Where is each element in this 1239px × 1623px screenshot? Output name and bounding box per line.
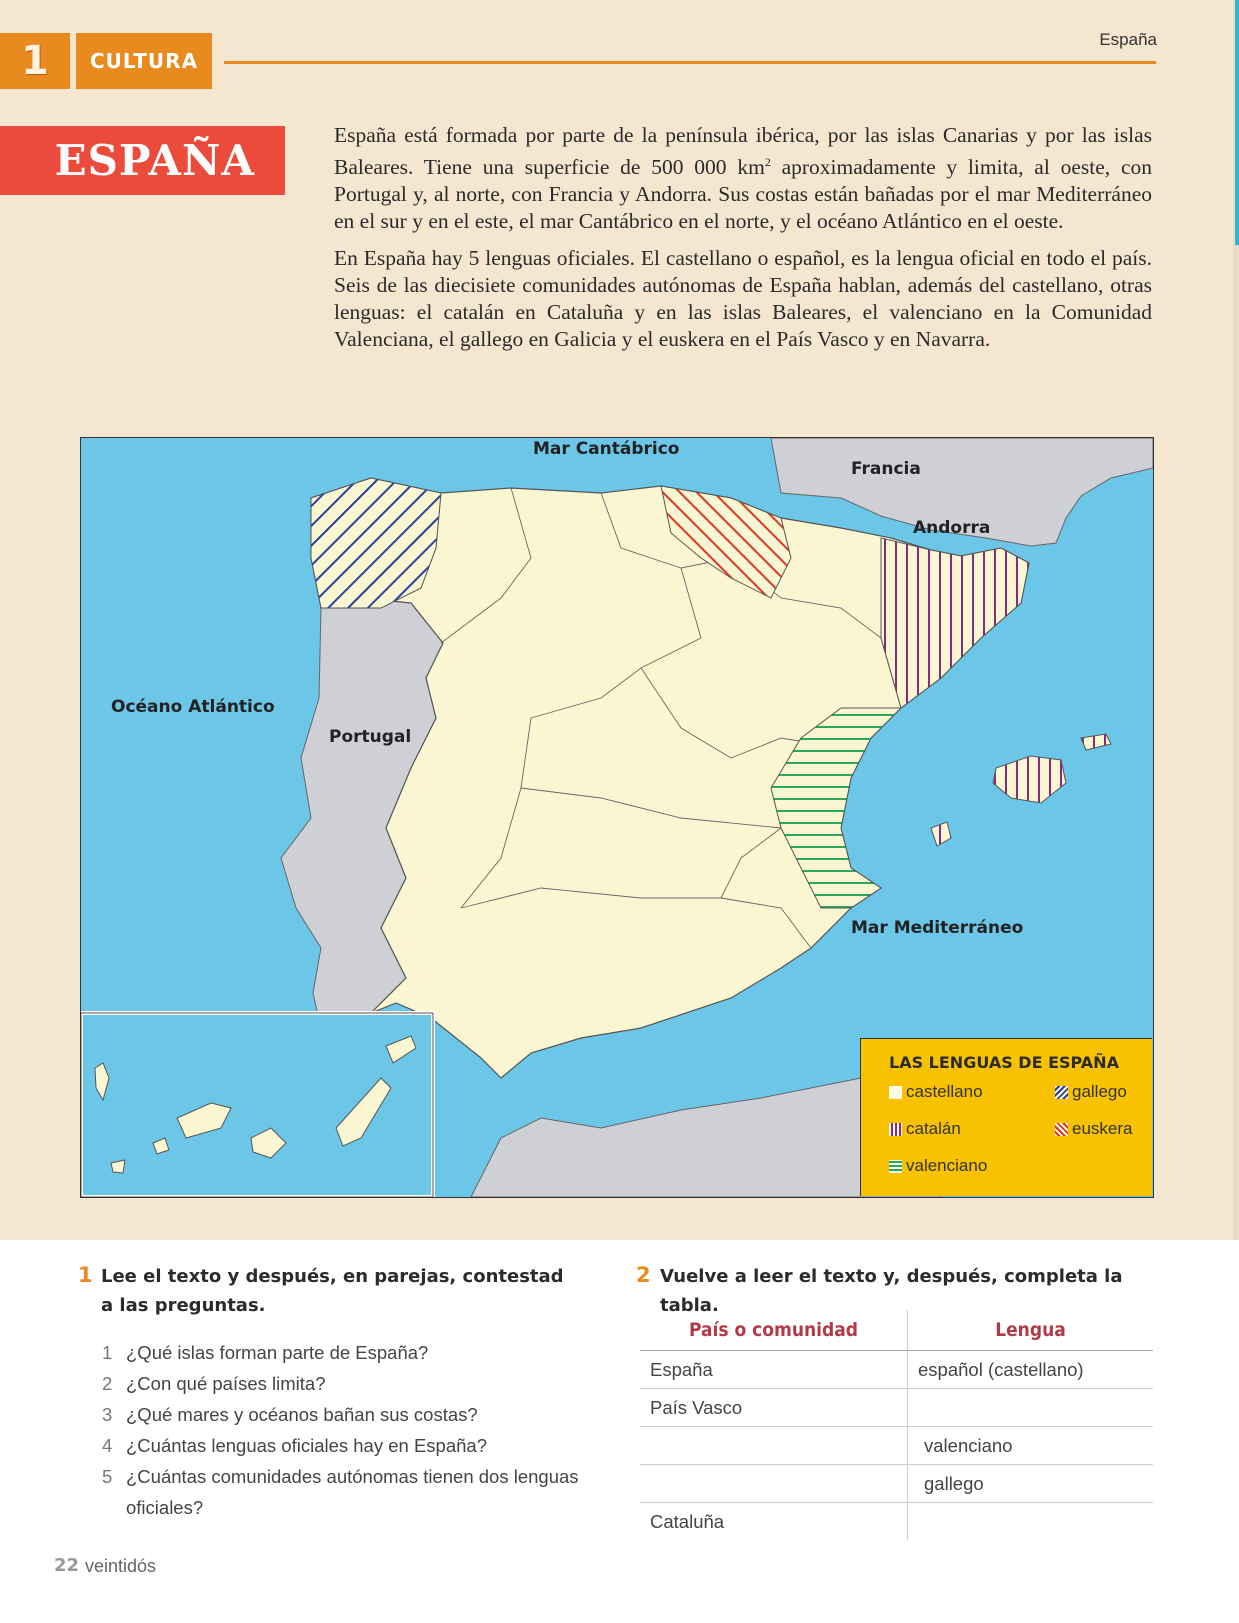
table-cell-blank[interactable] — [640, 1465, 908, 1503]
column-header-lengua: Lengua — [908, 1310, 1154, 1351]
valenciano-swatch — [889, 1160, 902, 1173]
label-portugal: Portugal — [329, 727, 412, 747]
table-cell: País Vasco — [640, 1389, 908, 1427]
mallorca-shape — [993, 756, 1066, 803]
table-cell: gallego — [908, 1465, 1154, 1503]
section-label: CULTURA — [76, 33, 212, 89]
question-number: 3 — [102, 1404, 113, 1425]
intro-p1-part2: aproximadamente y limita, al oeste, con Portugal y, al norte, con Francia y Andorra. Sus costas están bañadas por el mar Mediterráneo en el sur y en el este, el mar Cantábrico en el norte, y el océano Atlántico en el oeste. — [334, 155, 1152, 234]
question-number: 5 — [102, 1466, 113, 1487]
list-item — [102, 1337, 602, 1368]
intro-p1-superscript: 2 — [764, 155, 771, 169]
menorca-shape — [1081, 734, 1111, 750]
table-header-row — [640, 1310, 1153, 1351]
legend-label-euskera: euskera — [1072, 1119, 1133, 1138]
exercise-1-instruction: Lee el texto y después, en parejas, contestad a las preguntas. — [101, 1266, 564, 1316]
euskera-swatch — [1055, 1123, 1068, 1136]
table-row — [640, 1389, 1153, 1427]
exercise-2-number: 2 — [636, 1263, 651, 1287]
page-edge-tab — [1235, 0, 1239, 245]
label-francia: Francia — [851, 459, 921, 479]
table-cell-blank[interactable] — [640, 1427, 908, 1465]
header-rule — [224, 61, 1156, 64]
question-number: 2 — [102, 1373, 113, 1394]
question-number: 4 — [102, 1435, 113, 1456]
question-list — [102, 1337, 602, 1523]
list-item — [102, 1399, 602, 1430]
intro-text — [334, 122, 1152, 363]
page-number-word: veintidós — [85, 1556, 157, 1576]
label-oceano-atlantico: Océano Atlántico — [111, 697, 275, 717]
legend-label-castellano: castellano — [906, 1082, 983, 1101]
legend-item-castellano — [889, 1082, 983, 1102]
list-item — [102, 1461, 596, 1523]
legend-item-valenciano — [889, 1156, 987, 1176]
ibiza-shape — [931, 822, 951, 846]
question-text: ¿Qué mares y océanos bañan sus costas? — [126, 1404, 478, 1425]
question-text: ¿Cuántas comunidades autónomas tienen dos lenguas oficiales? — [126, 1466, 579, 1518]
intro-paragraph-1 — [334, 122, 1152, 235]
running-title: España — [1099, 30, 1157, 49]
column-header-pais: País o comunidad — [640, 1310, 908, 1351]
exercise-2-instruction: Vuelve a leer el texto y, después, completa la tabla. — [660, 1266, 1123, 1316]
legend-item-catalan — [889, 1119, 961, 1139]
map-legend — [860, 1038, 1152, 1196]
question-number: 1 — [102, 1342, 113, 1363]
label-andorra: Andorra — [913, 518, 991, 538]
table-cell-blank[interactable] — [908, 1503, 1154, 1541]
question-text: ¿Con qué países limita? — [126, 1373, 326, 1394]
question-text: ¿Cuántas lenguas oficiales hay en España? — [126, 1435, 487, 1456]
language-table — [640, 1310, 1153, 1540]
gallego-swatch — [1055, 1086, 1068, 1099]
table-row — [640, 1503, 1153, 1541]
table-row — [640, 1465, 1153, 1503]
page-title: ESPAÑA — [0, 126, 285, 195]
castellano-swatch — [889, 1086, 902, 1099]
legend-label-valenciano: valenciano — [906, 1156, 988, 1175]
legend-items — [889, 1082, 1152, 1192]
intro-p1-part1: España está formada por parte de la península ibérica, por las islas Canarias y por las islas Baleares. Tiene una superficie de 500 000 km — [334, 123, 1152, 180]
unit-number-badge: 1 — [0, 33, 70, 89]
label-mar-cantabrico: Mar Cantábrico — [533, 439, 680, 459]
table-row — [640, 1427, 1153, 1465]
table-cell: Cataluña — [640, 1503, 908, 1541]
table-cell: valenciano — [908, 1427, 1154, 1465]
completion-table — [640, 1310, 1153, 1540]
catalan-region — [881, 538, 1029, 708]
question-text: ¿Qué islas forman parte de España? — [126, 1342, 429, 1363]
legend-item-gallego — [1055, 1082, 1127, 1102]
page-number: 22 — [54, 1555, 80, 1576]
label-mar-mediterraneo: Mar Mediterráneo — [851, 918, 1024, 938]
legend-label-gallego: gallego — [1072, 1082, 1127, 1101]
table-cell: español (castellano) — [908, 1351, 1154, 1389]
intro-paragraph-2: En España hay 5 lenguas oficiales. El castellano o español, es la lengua oficial en todo el país. Seis de las diecisiete comunidades autónomas de España hablan, además del castellano, otras lenguas: el catalán en Cataluña y en las islas Baleares, el valenciano en la Comunidad Valenciana, el gallego en Galicia y el euskera en el País Vasco y en Navarra. — [334, 246, 1152, 352]
table-row — [640, 1351, 1153, 1389]
legend-label-catalan: catalán — [906, 1119, 961, 1138]
exercise-1-number: 1 — [78, 1263, 93, 1287]
list-item — [102, 1368, 602, 1399]
table-cell: España — [640, 1351, 908, 1389]
catalan-swatch — [889, 1123, 902, 1136]
table-cell-blank[interactable] — [908, 1389, 1154, 1427]
legend-title: LAS LENGUAS DE ESPAÑA — [889, 1053, 1119, 1072]
list-item — [102, 1430, 602, 1461]
legend-item-euskera — [1055, 1119, 1132, 1139]
